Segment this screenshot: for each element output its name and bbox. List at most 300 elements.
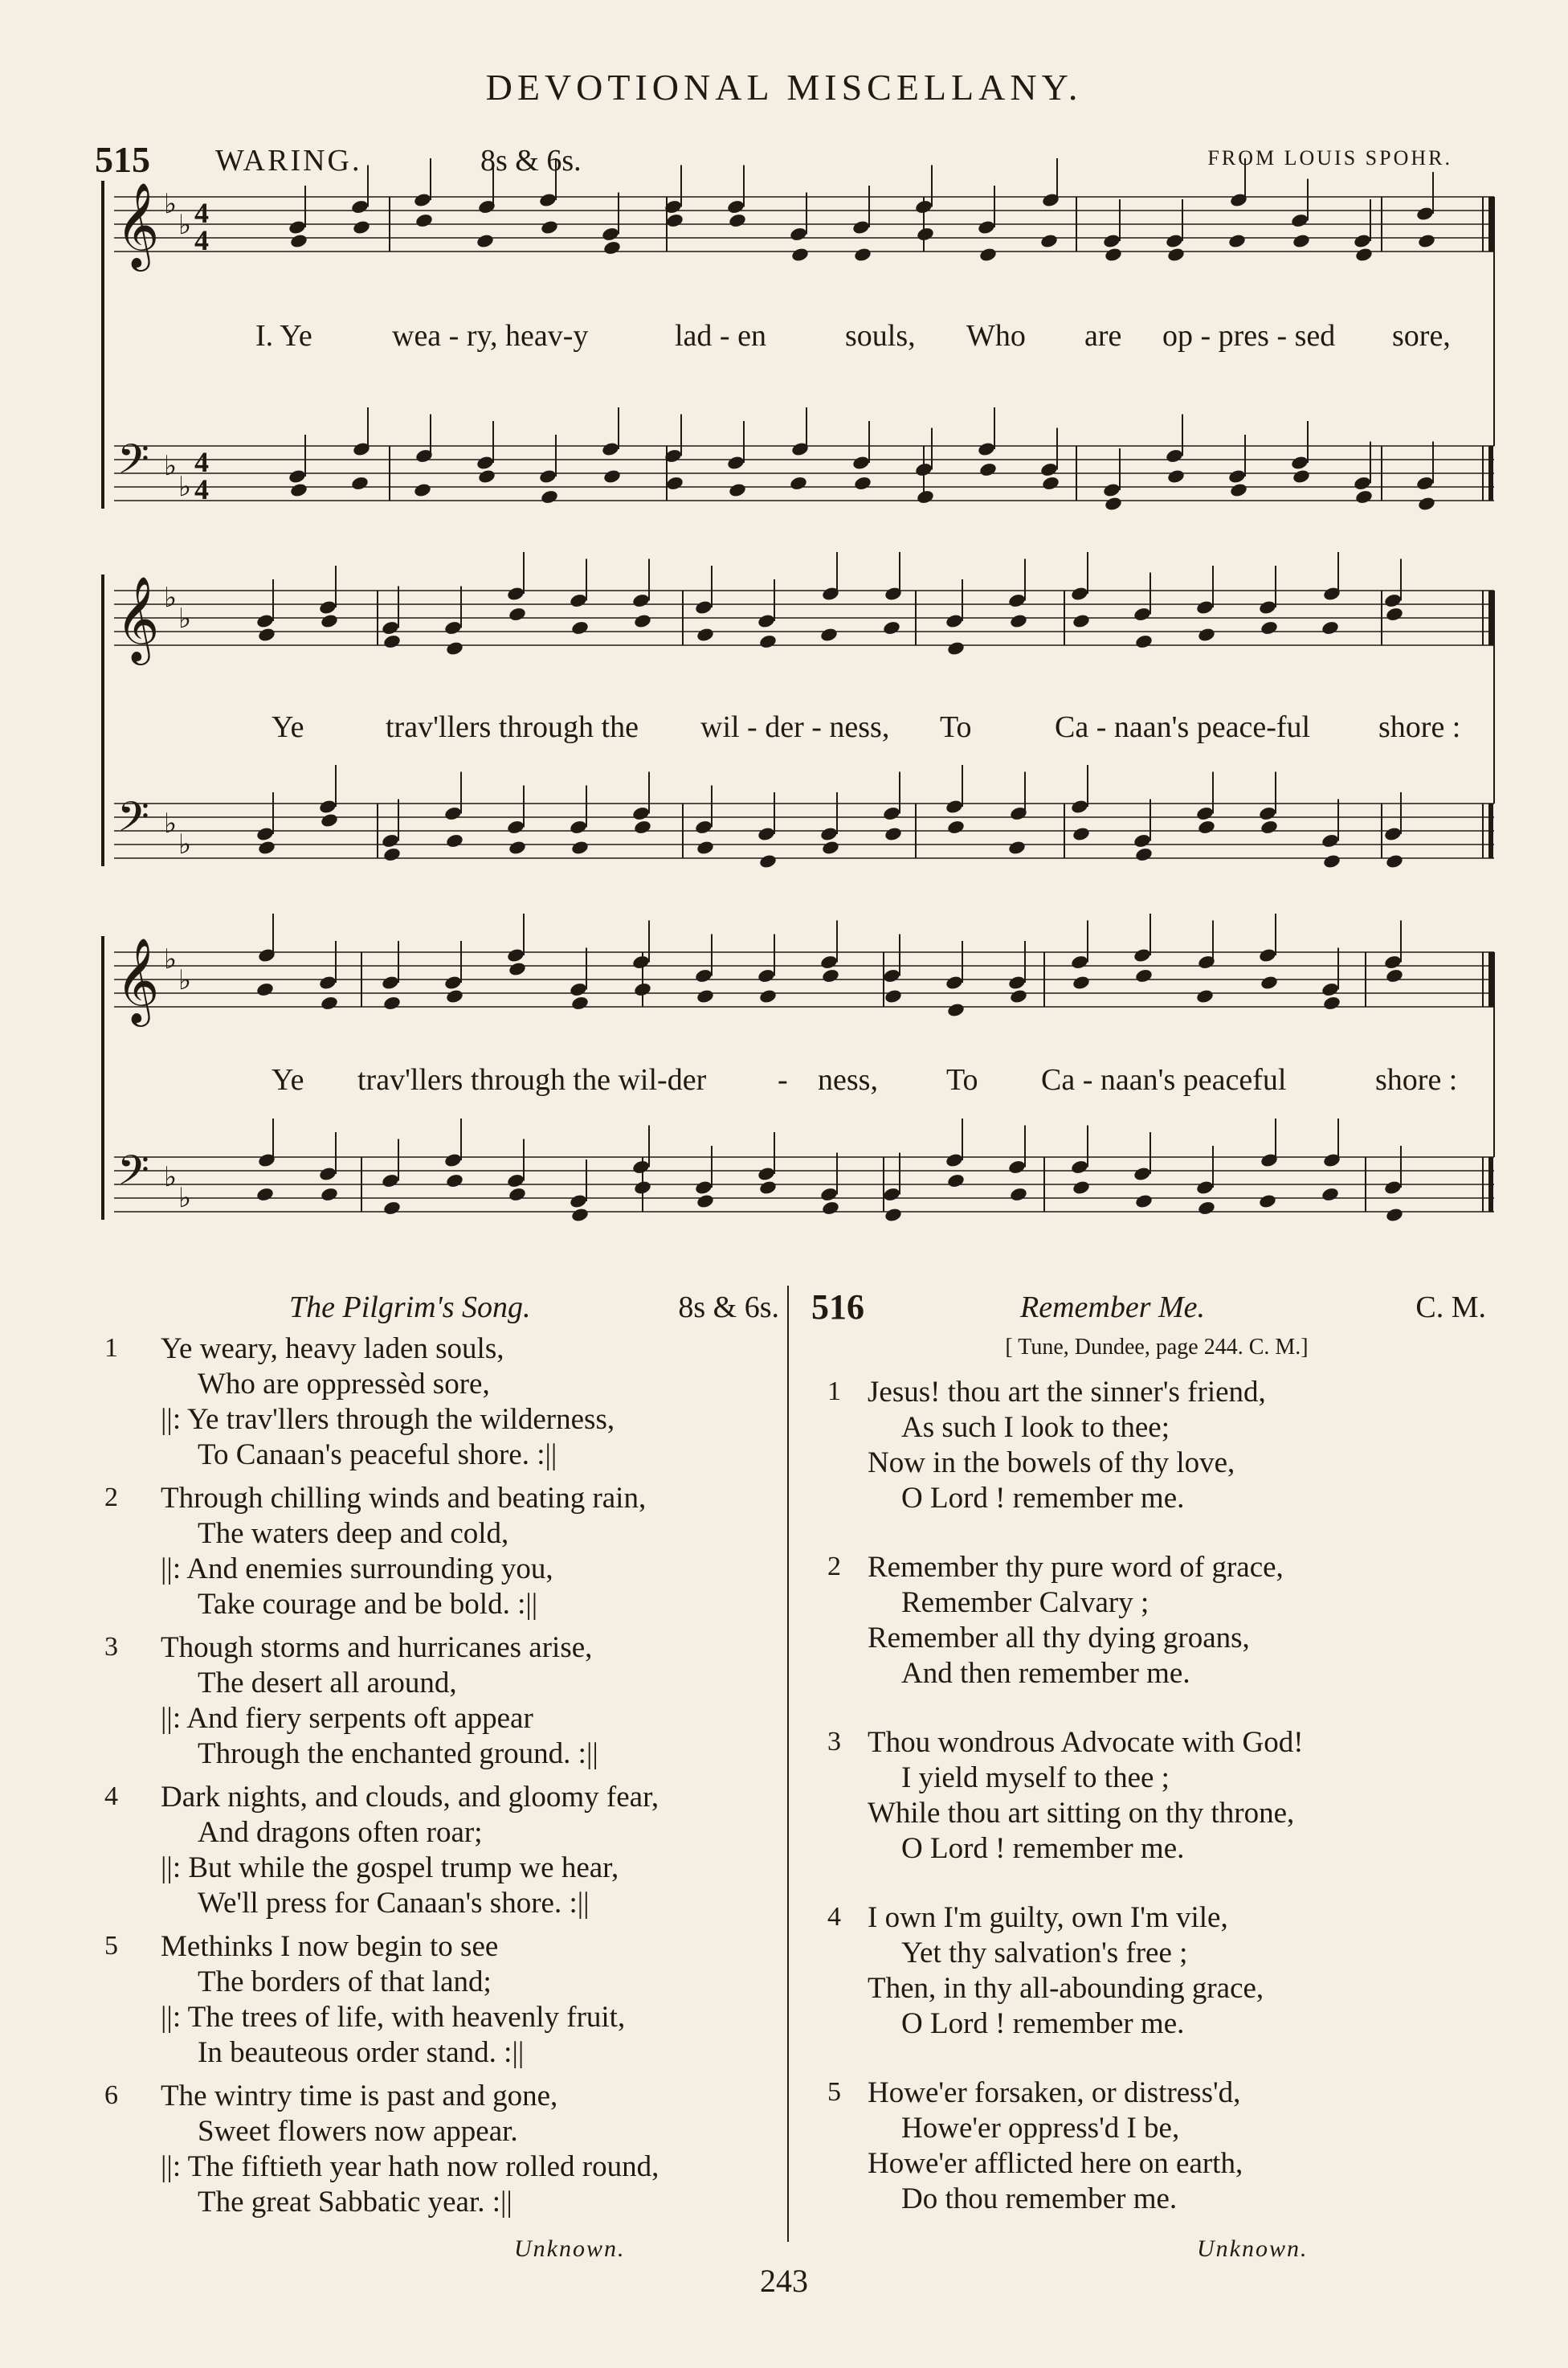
note-head [1102, 482, 1121, 498]
note-head [288, 468, 307, 485]
note-head [694, 599, 713, 616]
note-head [916, 227, 935, 243]
note-head [443, 1152, 463, 1168]
note-head [320, 812, 339, 828]
note-head [1195, 988, 1215, 1004]
note-head [945, 975, 964, 991]
note-head [1072, 975, 1091, 991]
tune-source: FROM LOUIS SPOHR. [1207, 146, 1452, 170]
note-head [1385, 853, 1404, 869]
note-head [726, 199, 745, 215]
lyric-syllable: Ca - naan's peace-ful [1055, 710, 1311, 744]
note-head [851, 455, 871, 471]
stanza-line: Howe'er oppress'd I be, [901, 2112, 1180, 2145]
note-head [631, 955, 651, 971]
flat-sign: ♭ [164, 809, 178, 839]
left-hymn-title: The Pilgrim's Song. [289, 1290, 531, 1324]
note-head [1258, 599, 1277, 616]
note-head [882, 806, 901, 822]
note-head [445, 640, 464, 656]
flat-sign: ♭ [164, 945, 178, 975]
stanza-line: The borders of that land; [198, 1965, 492, 1998]
note-head [538, 468, 557, 485]
note-head [1195, 599, 1215, 616]
note-head [633, 613, 652, 629]
note-head [1165, 448, 1184, 464]
note-head [445, 1173, 464, 1189]
note-head [694, 1180, 713, 1196]
flat-sign: ♭ [178, 1184, 192, 1213]
stanza-line: Though storms and hurricanes arise, [161, 1631, 593, 1664]
stanza-line: Take courage and be bold. :|| [198, 1588, 538, 1621]
note-head [633, 982, 652, 998]
flat-sign: ♭ [178, 966, 192, 996]
stanza [104, 2079, 779, 2220]
note-head [977, 219, 996, 235]
left-hymn-title-row [104, 1290, 779, 1331]
note-head [1134, 1193, 1154, 1209]
note-head [1072, 613, 1091, 629]
stanza-line: Now in the bowels of thy love, [868, 1446, 1235, 1479]
stanza [811, 1375, 1502, 1516]
note-head [1260, 975, 1279, 991]
bass-clef: 𝄢 [117, 1146, 149, 1204]
note-head [1415, 476, 1435, 492]
note-head [1321, 982, 1340, 998]
note-head [570, 996, 590, 1012]
note-head [882, 620, 901, 636]
stanza-line: ||: And enemies surrounding you, [161, 1552, 553, 1585]
note-head [789, 227, 808, 243]
right-hymn-credit: Unknown. [1197, 2235, 1309, 2262]
note-head [1007, 840, 1027, 856]
lyric-syllable: trav'llers through the wil-der [357, 1063, 707, 1097]
note-head [977, 441, 996, 457]
stanza-number: 1 [827, 1376, 841, 1406]
note-head [506, 586, 525, 602]
note-head [757, 968, 776, 984]
note-head [884, 826, 903, 842]
note-head [1041, 476, 1060, 492]
lyric-syllable: sore, [1392, 319, 1451, 353]
stanza-number: 3 [104, 1632, 118, 1662]
lyric-syllable: To [940, 710, 972, 744]
note-head [1070, 955, 1089, 971]
lyric-syllable: are [1084, 319, 1122, 353]
note-head [413, 192, 432, 208]
note-head [757, 613, 776, 629]
note-head [443, 975, 463, 991]
note-head [821, 968, 840, 984]
note-head [946, 640, 966, 656]
note-head [508, 607, 527, 623]
left-hymn-credit: Unknown. [514, 2235, 626, 2262]
note-head [1104, 247, 1123, 263]
stanza-line: Howe'er afflicted here on earth, [868, 2147, 1243, 2180]
stanza-line: ||: The trees of life, with heavenly fruit, [161, 2001, 626, 2034]
note-head [728, 213, 747, 229]
note-head [1258, 947, 1277, 963]
left-hymn-stanzas [104, 1331, 779, 2220]
note-head [631, 593, 651, 609]
note-head [978, 247, 998, 263]
lyric-syllable: I. Ye [255, 319, 312, 353]
bass-clef: 𝄢 [117, 792, 149, 851]
note-head [757, 826, 776, 842]
note-head [1007, 593, 1027, 609]
note-head [506, 1173, 525, 1189]
stanza-line: We'll press for Canaan's shore. :|| [198, 1887, 590, 1920]
stanza [811, 1725, 1502, 1867]
right-hymn-stanzas [811, 1375, 1502, 2217]
time-signature: 4 [194, 473, 209, 505]
stanza-line: O Lord ! remember me. [901, 1832, 1185, 1865]
stanza-number: 4 [104, 1781, 118, 1811]
note-head [318, 975, 337, 991]
lyric-syllable: ness, [818, 1063, 878, 1097]
note-head [633, 820, 652, 836]
note-head [381, 975, 400, 991]
note-head [381, 833, 400, 849]
note-head [540, 489, 559, 505]
note-head [1260, 620, 1279, 636]
time-signature: 4 [194, 224, 209, 256]
stanza-line: Sweet flowers now appear. [198, 2115, 518, 2148]
note-head [946, 1002, 966, 1018]
note-head [508, 961, 527, 977]
stanza-line: I own I'm guilty, own I'm vile, [868, 1901, 1228, 1934]
note-head [381, 1173, 400, 1189]
note-head [789, 476, 808, 492]
stanza-line: O Lord ! remember me. [901, 1482, 1185, 1515]
stanza-line: Remember thy pure word of grace, [868, 1551, 1284, 1584]
note-head [1070, 799, 1089, 815]
note-head [255, 1187, 275, 1203]
flat-sign: ♭ [164, 452, 178, 481]
note-head [978, 462, 998, 478]
right-hymn-number: 516 [811, 1287, 864, 1327]
right-hymn-tune-reference: [ Tune, Dundee, page 244. C. M.] [1005, 1335, 1309, 1360]
stanza-number: 2 [104, 1483, 118, 1512]
lyric-syllable: Ye [272, 710, 304, 744]
note-head [1415, 206, 1435, 222]
note-head [946, 1173, 966, 1189]
note-head [1321, 833, 1340, 849]
note-head [1133, 947, 1152, 963]
stanza-line: Remember Calvary ; [901, 1586, 1149, 1619]
note-head [601, 441, 620, 457]
note-head [665, 213, 684, 229]
note-head [1290, 213, 1309, 229]
stanza-line: While thou art sitting on thy throne, [868, 1797, 1295, 1830]
lyric-syllable: shore : [1375, 1063, 1458, 1097]
note-head [1417, 233, 1436, 249]
note-head [257, 627, 276, 643]
note-head [884, 1207, 903, 1223]
note-head [413, 482, 432, 498]
note-head [569, 982, 588, 998]
tune-number: 515 [95, 139, 150, 180]
stanza-line: O Lord ! remember me. [901, 2007, 1185, 2040]
note-head [1007, 975, 1027, 991]
note-head [1009, 613, 1028, 629]
stanza-line: ||: Ye trav'llers through the wilderness, [161, 1403, 615, 1436]
stanza [104, 1481, 779, 1622]
note-head [477, 468, 496, 485]
note-head [1258, 1193, 1277, 1209]
lyric-syllable: wea - ry, heav-y [392, 319, 589, 353]
note-head [1133, 1166, 1152, 1182]
note-head [1353, 476, 1372, 492]
note-head [1292, 233, 1311, 249]
tune-name: WARING. [215, 144, 362, 178]
stanza-number: 1 [104, 1333, 118, 1363]
page-number: 243 [760, 2263, 808, 2299]
note-head [758, 988, 778, 1004]
note-head [1070, 586, 1089, 602]
note-head [884, 988, 903, 1004]
note-head [288, 219, 307, 235]
note-head [382, 1200, 402, 1217]
note-head [790, 247, 810, 263]
note-head [1072, 1180, 1091, 1196]
note-head [631, 1159, 651, 1176]
left-hymn [104, 1290, 779, 2228]
note-head [1260, 820, 1279, 836]
note-head [696, 840, 715, 856]
note-head [1009, 1187, 1028, 1203]
stanza-line: I yield myself to thee ; [901, 1761, 1170, 1794]
treble-clef: 𝄞 [116, 182, 160, 268]
lyric-syllable: souls, [845, 319, 916, 353]
note-head [569, 593, 588, 609]
stanza-line: And then remember me. [901, 1657, 1190, 1690]
right-hymn [811, 1287, 1502, 2251]
note-head [350, 199, 370, 215]
note-head [1166, 247, 1186, 263]
stanza-line: Through chilling winds and beating rain, [161, 1482, 647, 1515]
note-head [476, 455, 495, 471]
stanza-line: The wintry time is past and gone, [161, 2080, 558, 2112]
tune-meter: 8s & 6s. [480, 144, 582, 178]
stanza-line: Then, in thy all-abounding grace, [868, 1972, 1264, 2005]
stanza-line: Do thou remember me. [901, 2182, 1178, 2215]
stanza-line: Jesus! thou art the sinner's friend, [868, 1376, 1266, 1409]
note-head [445, 988, 464, 1004]
stanza [811, 1900, 1502, 2042]
note-head [602, 240, 622, 256]
note-head [914, 199, 933, 215]
stanza-number: 6 [104, 2080, 118, 2110]
note-head [694, 820, 713, 836]
note-head [381, 620, 400, 636]
flat-sign: ♭ [178, 604, 192, 634]
note-head [757, 1166, 776, 1182]
note-head [1134, 847, 1154, 863]
note-head [1197, 627, 1216, 643]
note-head [318, 599, 337, 616]
stanza-line: In beauteous order stand. :|| [198, 2036, 525, 2069]
column-divider [787, 1286, 789, 2242]
note-head [540, 219, 559, 235]
note-head [1383, 955, 1403, 971]
note-head [728, 482, 747, 498]
stanza-line: ||: But while the gospel trump we hear, [161, 1851, 619, 1884]
note-head [1353, 233, 1372, 249]
flat-sign: ♭ [164, 190, 178, 219]
flat-sign: ♭ [178, 830, 192, 860]
stanza-line: Howe'er forsaken, or distress'd, [868, 2076, 1241, 2109]
note-head [1072, 826, 1091, 842]
note-head [1322, 996, 1341, 1012]
time-signature: 4 [194, 446, 209, 478]
note-head [255, 826, 275, 842]
stanza-line: Ye weary, heavy laden souls, [161, 1332, 504, 1365]
note-head [851, 219, 871, 235]
note-head [1009, 988, 1028, 1004]
note-head [631, 806, 651, 822]
note-head [758, 853, 778, 869]
note-head [602, 468, 622, 485]
note-head [508, 840, 527, 856]
stanza-line: ||: The fiftieth year hath now rolled round, [161, 2150, 659, 2183]
note-head [1354, 489, 1374, 505]
stanza-line: The desert all around, [198, 1667, 457, 1699]
left-hymn-meter: 8s & 6s. [678, 1290, 779, 1324]
stanza-number: 4 [827, 1902, 841, 1932]
note-head [382, 996, 402, 1012]
flat-sign: ♭ [178, 472, 192, 502]
note-head [882, 1187, 901, 1203]
stanza-number: 5 [104, 1931, 118, 1961]
note-head [570, 1207, 590, 1223]
note-head [476, 233, 495, 249]
note-head [1322, 853, 1341, 869]
note-head [1039, 462, 1059, 478]
note-head [382, 847, 402, 863]
note-head [1383, 1180, 1403, 1196]
note-head [1197, 820, 1216, 836]
note-head [1385, 968, 1404, 984]
lyric-syllable: Ye [272, 1063, 304, 1097]
note-head [445, 833, 464, 849]
flat-sign: ♭ [178, 211, 192, 240]
note-head [382, 634, 402, 650]
note-head [1133, 833, 1152, 849]
lyric-syllable: Who [966, 319, 1026, 353]
note-head [352, 219, 371, 235]
note-head [414, 213, 434, 229]
flat-sign: ♭ [164, 1163, 178, 1192]
stanza [104, 1630, 779, 1772]
stanza-number: 5 [827, 2077, 841, 2107]
page-header: DEVOTIONAL MISCELLANY. [485, 67, 1083, 108]
note-head [1290, 455, 1309, 471]
note-head [1102, 233, 1121, 249]
lyric-syllable: To [946, 1063, 978, 1097]
note-head [696, 988, 715, 1004]
stanza-line: The great Sabbatic year. :|| [198, 2186, 512, 2219]
note-head [1227, 468, 1247, 485]
note-head [696, 1193, 715, 1209]
note-head [1195, 1180, 1215, 1196]
lyric-syllable: wil - der - ness, [700, 710, 890, 744]
note-head [1354, 247, 1374, 263]
stanza [104, 1929, 779, 2071]
note-head [289, 233, 308, 249]
lyric-syllable: Ca - naan's peaceful [1041, 1063, 1287, 1097]
note-head [570, 620, 590, 636]
stanza-number: 3 [827, 1727, 841, 1757]
stanza-line: Methinks I now begin to see [161, 1930, 499, 1963]
note-head [945, 1152, 964, 1168]
note-head [821, 840, 840, 856]
stanza-line: Through the enchanted ground. :|| [198, 1737, 598, 1770]
stanza-line: And dragons often roar; [198, 1816, 483, 1849]
note-head [758, 1180, 778, 1196]
note-head [1385, 607, 1404, 623]
note-head [758, 634, 778, 650]
lyric-syllable: lad - en [675, 319, 766, 353]
note-head [916, 489, 935, 505]
note-head [255, 613, 275, 629]
lyric-syllable: op - pres - sed [1162, 319, 1336, 353]
note-head [1258, 806, 1277, 822]
note-head [1195, 806, 1215, 822]
note-head [318, 799, 337, 815]
note-head [945, 613, 964, 629]
note-head [1165, 233, 1184, 249]
lyric-syllable: trav'llers through the [386, 710, 639, 744]
flat-sign: ♭ [164, 583, 178, 613]
stanza-line: To Canaan's peaceful shore. :|| [198, 1438, 557, 1471]
stanza-number: 2 [827, 1552, 841, 1581]
note-head [726, 455, 745, 471]
note-head [318, 1166, 337, 1182]
stanza [104, 1780, 779, 1921]
note-head [1321, 1187, 1340, 1203]
note-head [1417, 496, 1436, 512]
treble-clef: 𝄞 [116, 575, 160, 661]
note-head [569, 1193, 588, 1209]
note-head [1134, 968, 1154, 984]
note-head [665, 476, 684, 492]
stanza-line: Remember all thy dying groans, [868, 1622, 1250, 1654]
bass-clef: 𝄢 [117, 435, 149, 493]
note-head [819, 627, 839, 643]
note-head [821, 1200, 840, 1217]
note-head [506, 820, 525, 836]
note-head [1007, 1159, 1027, 1176]
note-head [443, 620, 463, 636]
note-head [914, 462, 933, 478]
note-head [538, 192, 557, 208]
stanza-line: Who are oppressèd sore, [198, 1368, 490, 1401]
note-head [1104, 496, 1123, 512]
note-head [443, 806, 463, 822]
note-head [945, 799, 964, 815]
note-head [633, 1180, 652, 1196]
note-head [1229, 482, 1248, 498]
stanza-line: Dark nights, and clouds, and gloomy fear, [161, 1781, 659, 1814]
note-head [257, 840, 276, 856]
note-head [853, 476, 872, 492]
note-head [1385, 1207, 1404, 1223]
note-head [255, 982, 275, 998]
treble-clef: 𝄞 [116, 937, 160, 1023]
stanza-line: Yet thy salvation's free ; [901, 1937, 1188, 1969]
note-head [882, 968, 901, 984]
